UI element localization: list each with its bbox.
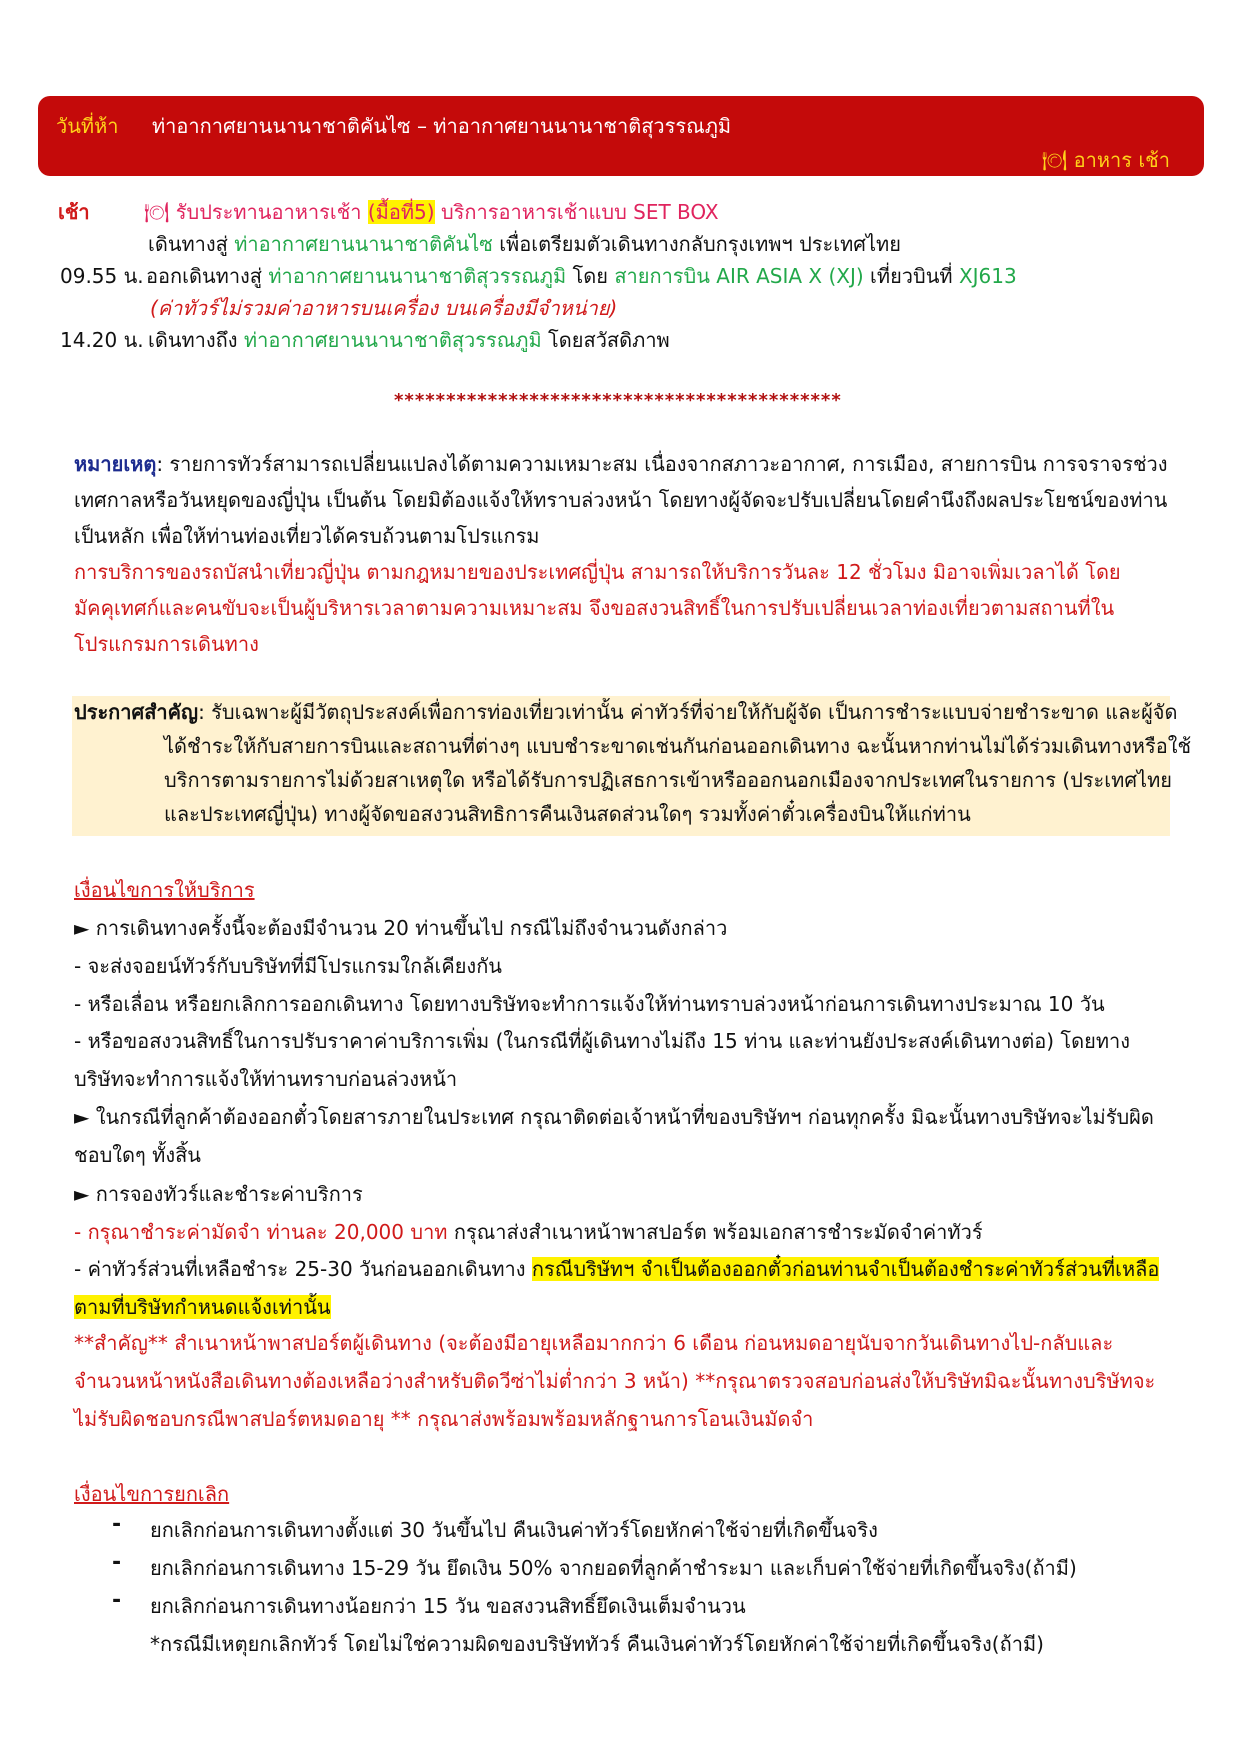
meal-icon: 🍽︎ <box>144 200 170 224</box>
service-item-4: - หรือขอสงวนสิทธิ์ในการปรับราคาค่าบริการเพิ่ม (ในกรณีที่ผู้เดินทางไม่ถึง 15 ท่าน และท่านยังประสงค์เดินทางต่อ) โดยทางบริษัทจะทำการแจ้งให้ท่านทราบก่อนล่วงหน้า <box>74 1029 1130 1091</box>
airline: สายการบิน AIR ASIA X (XJ) <box>614 264 864 288</box>
passport-note: **สำคัญ** สำเนาหน้าพาสปอร์ตผู้เดินทาง (จะต้องมีอายุเหลือมากกว่า 6 เดือน ก่อนหมดอายุนับจากวันเดินทางไป-กลับและจำนวนหน้าหนังสือเดินทางต้องเหลือว่างสำหรับติดวีซ่าไม่ต่ำกว่า 3 หน้า) **กรุณาตรวจสอบก่อนส่งให้บริษัทมิฉะนั้นทางบริษัทจะไม่รับผิดชอบกรณีพาสปอร์ตหมดอายุ ** กรุณาส่งพร้อมพร้อมหลักฐานการโอนเงินมัดจำ <box>74 1331 1156 1431</box>
service-item-1: ► การเดินทางครั้งนี้จะต้องมีจำนวน 20 ท่านขึ้นไป กรณีไม่ถึงจำนวนดังกล่าว <box>74 916 728 940</box>
notice-text: : รายการทัวร์สามารถเปลี่ยนแปลงได้ตามความเหมาะสม เนื่องจากสภาวะอากาศ, การเมือง, สายการบิน การจราจรช่วงเทศกาลหรือวันหยุดของญี่ปุ่น เป็นต้น โดยมิต้องแจ้งให้ทราบล่วงหน้า โดยทางผู้จัดจะปรับเปลี่ยนโดยคำนึงถึงผลประโยชน์ของท่านเป็นหลัก เพื่อให้ท่านท่องเที่ยวได้ครบถ้วนตามโปรแกรม <box>74 452 1168 548</box>
meal-note: (ค่าทัวร์ไม่รวมค่าอาหารบนเครื่อง บนเครื่องมีจำหน่าย) <box>150 296 618 320</box>
bullet-dash: - <box>112 1512 122 1537</box>
announcement-line-2: ได้ชำระให้กับสายการบินและสถานที่ต่างๆ แบบชำระขาดเช่นกันก่อนออกเดินทาง ฉะนั้นหากท่านไม่ได้ร่วมเดินทางหรือใช้ <box>164 734 1192 758</box>
balance-prefix: - ค่าทัวร์ส่วนที่เหลือชำระ 25-30 วันก่อนออกเดินทาง <box>74 1257 532 1281</box>
arrive-line <box>148 324 670 356</box>
deposit-rest: กรุณาส่งสำเนาหน้าพาสปอร์ต พร้อมเอกสารชำระมัดจำค่าทัวร์ <box>447 1220 983 1244</box>
depart-line <box>146 260 1017 292</box>
deposit-line <box>74 1216 983 1248</box>
day-label: วันที่ห้า <box>56 114 119 138</box>
arrive-prefix: เดินทางถึง <box>148 328 238 352</box>
travel-prefix: เดินทางสู่ <box>148 232 228 256</box>
suvarnabhumi-airport: ท่าอากาศยานนานาชาติสุวรรณภูมิ <box>268 264 567 288</box>
service-item-6: ► การจองทัวร์และชำระค่าบริการ <box>74 1182 363 1206</box>
cancel-item-3: ยกเลิกก่อนการเดินทางน้อยกว่า 15 วัน ขอสงวนสิทธิ์ยึดเงินเต็มจำนวน <box>150 1594 746 1618</box>
breakfast-service: บริการอาหารเช้าแบบ SET BOX <box>440 200 719 224</box>
service-item-5: ► ในกรณีที่ลูกค้าต้องออกตั๋วโดยสารภายในประเทศ กรุณาติดต่อเจ้าหน้าที่ของบริษัทฯ ก่อนทุกครั้ง มิฉะนั้นทางบริษัทจะไม่รับผิดชอบใดๆ ทั้งสิ้น <box>74 1105 1154 1167</box>
divider: ******************************************* <box>394 390 842 411</box>
deposit-amount: - กรุณาชำระค่ามัดจำ ท่านละ 20,000 บาท <box>74 1220 448 1244</box>
flight-label: เที่ยวบินที่ <box>870 264 953 288</box>
notice-label: หมายเหตุ <box>74 452 157 476</box>
flight-number: XJ613 <box>958 264 1017 288</box>
notice-paragraph <box>74 446 1170 554</box>
meals-label: อาหาร เช้า <box>1073 148 1170 172</box>
kansai-airport: ท่าอากาศยานนานาชาติคันไซ <box>234 232 493 256</box>
arrive-suffix: โดยสวัสดิภาพ <box>548 328 670 352</box>
service-item-3: - หรือเลื่อน หรือยกเลิกการออกเดินทาง โดยทางบริษัทจะทำการแจ้งให้ท่านทราบล่วงหน้าก่อนการเดินทางประมาณ 10 วัน <box>74 992 1105 1016</box>
announcement-line-4: และประเทศญี่ปุ่น) ทางผู้จัดขอสงวนสิทธิการคืนเงินสดส่วนใดๆ รวมทั้งค่าตั๋วเครื่องบินให้แก่ท่าน <box>164 802 971 826</box>
cancel-item-1: ยกเลิกก่อนการเดินทางตั้งแต่ 30 วันขึ้นไป คืนเงินค่าทัวร์โดยหักค่าใช้จ่ายที่เกิดขึ้นจริง <box>150 1518 878 1542</box>
bullet-dash: - <box>112 1588 122 1613</box>
depart-time: 09.55 น. <box>60 264 144 288</box>
service-item-2: - จะส่งจอยน์ทัวร์กับบริษัทที่มีโปรแกรมใกล้เคียงกัน <box>74 954 502 978</box>
breakfast-text: รับประทานอาหารเช้า <box>175 200 362 224</box>
day-header <box>38 96 1204 176</box>
cancellation-title: เงื่อนไขการยกเลิก <box>74 1482 230 1506</box>
bullet-dash: - <box>112 1550 122 1575</box>
bus-notice: การบริการของรถบัสนำเที่ยวญี่ปุ่น ตามกฎหมายของประเทศญี่ปุ่น สามารถให้บริการวันละ 12 ชั่วโมง มิอาจเพิ่มเวลาได้ โดยมัคคุเทศก์และคนขับจะเป็นผู้บริหารเวลาตามความเหมาะสม จึงขอสงวนสิทธิ์ในการปรับเปลี่ยนเวลาท่องเที่ยวตามสถานที่ในโปรแกรมการเดินทาง <box>74 560 1121 656</box>
cancel-note: *กรณีมีเหตุยกเลิกทัวร์ โดยไม่ใช่ความผิดของบริษัททัวร์ คืนเงินค่าทัวร์โดยหักค่าใช้จ่ายที่เกิดขึ้นจริง(ถ้ามี) <box>150 1632 1044 1656</box>
announcement-line-1 <box>74 696 1178 728</box>
by-text: โดย <box>572 264 608 288</box>
meal-icon: 🍽︎ <box>1041 148 1068 172</box>
service-conditions-title: เงื่อนไขการให้บริการ <box>74 878 255 902</box>
balance-highlight: กรณีบริษัทฯ จำเป็นต้องออกตั๋วก่อนท่านจำเป็นต้องชำระค่าทัวร์ส่วนที่เหลือตามที่บริษัทกำหนดแจ้งเท่านั้น <box>74 1257 1160 1319</box>
travel-line <box>148 228 901 260</box>
day-meals <box>1042 144 1170 176</box>
depart-prefix: ออกเดินทางสู่ <box>146 264 263 288</box>
cancel-item-2: ยกเลิกก่อนการเดินทาง 15-29 วัน ยึดเงิน 50% จากยอดที่ลูกค้าชำระมา และเก็บค่าใช้จ่ายที่เกิดขึ้นจริง(ถ้ามี) <box>150 1556 1077 1580</box>
balance-line <box>74 1250 1170 1326</box>
announcement-line-3: บริการตามรายการไม่ด้วยสาเหตุใด หรือได้รับการปฏิเสธการเข้าหรือออกนอกเมืองจากประเทศในรายการ (ประเทศไทย <box>164 768 1172 792</box>
travel-suffix: เพื่อเตรียมตัวเดินทางกลับกรุงเทพฯ ประเทศไทย <box>499 232 901 256</box>
announcement-label: ประกาศสำคัญ <box>74 700 199 724</box>
meal-number: (มื้อที่5) <box>367 200 435 224</box>
announcement-text-1: : รับเฉพาะผู้มีวัตถุประสงค์เพื่อการท่องเที่ยวเท่านั้น ค่าทัวร์ที่จ่ายให้กับผู้จัด เป็นการชำระแบบจ่ายชำระขาด และผู้จัด <box>198 700 1178 724</box>
arrive-time: 14.20 น. <box>60 328 144 352</box>
morning-label: เช้า <box>58 200 90 224</box>
announcement-box <box>72 696 1192 836</box>
arrive-airport: ท่าอากาศยานนานาชาติสุวรรณภูมิ <box>243 328 542 352</box>
day-route: ท่าอากาศยานนานาชาติคันไซ – ท่าอากาศยานนานาชาติสุวรรณภูมิ <box>152 114 732 138</box>
breakfast-line <box>144 196 719 228</box>
